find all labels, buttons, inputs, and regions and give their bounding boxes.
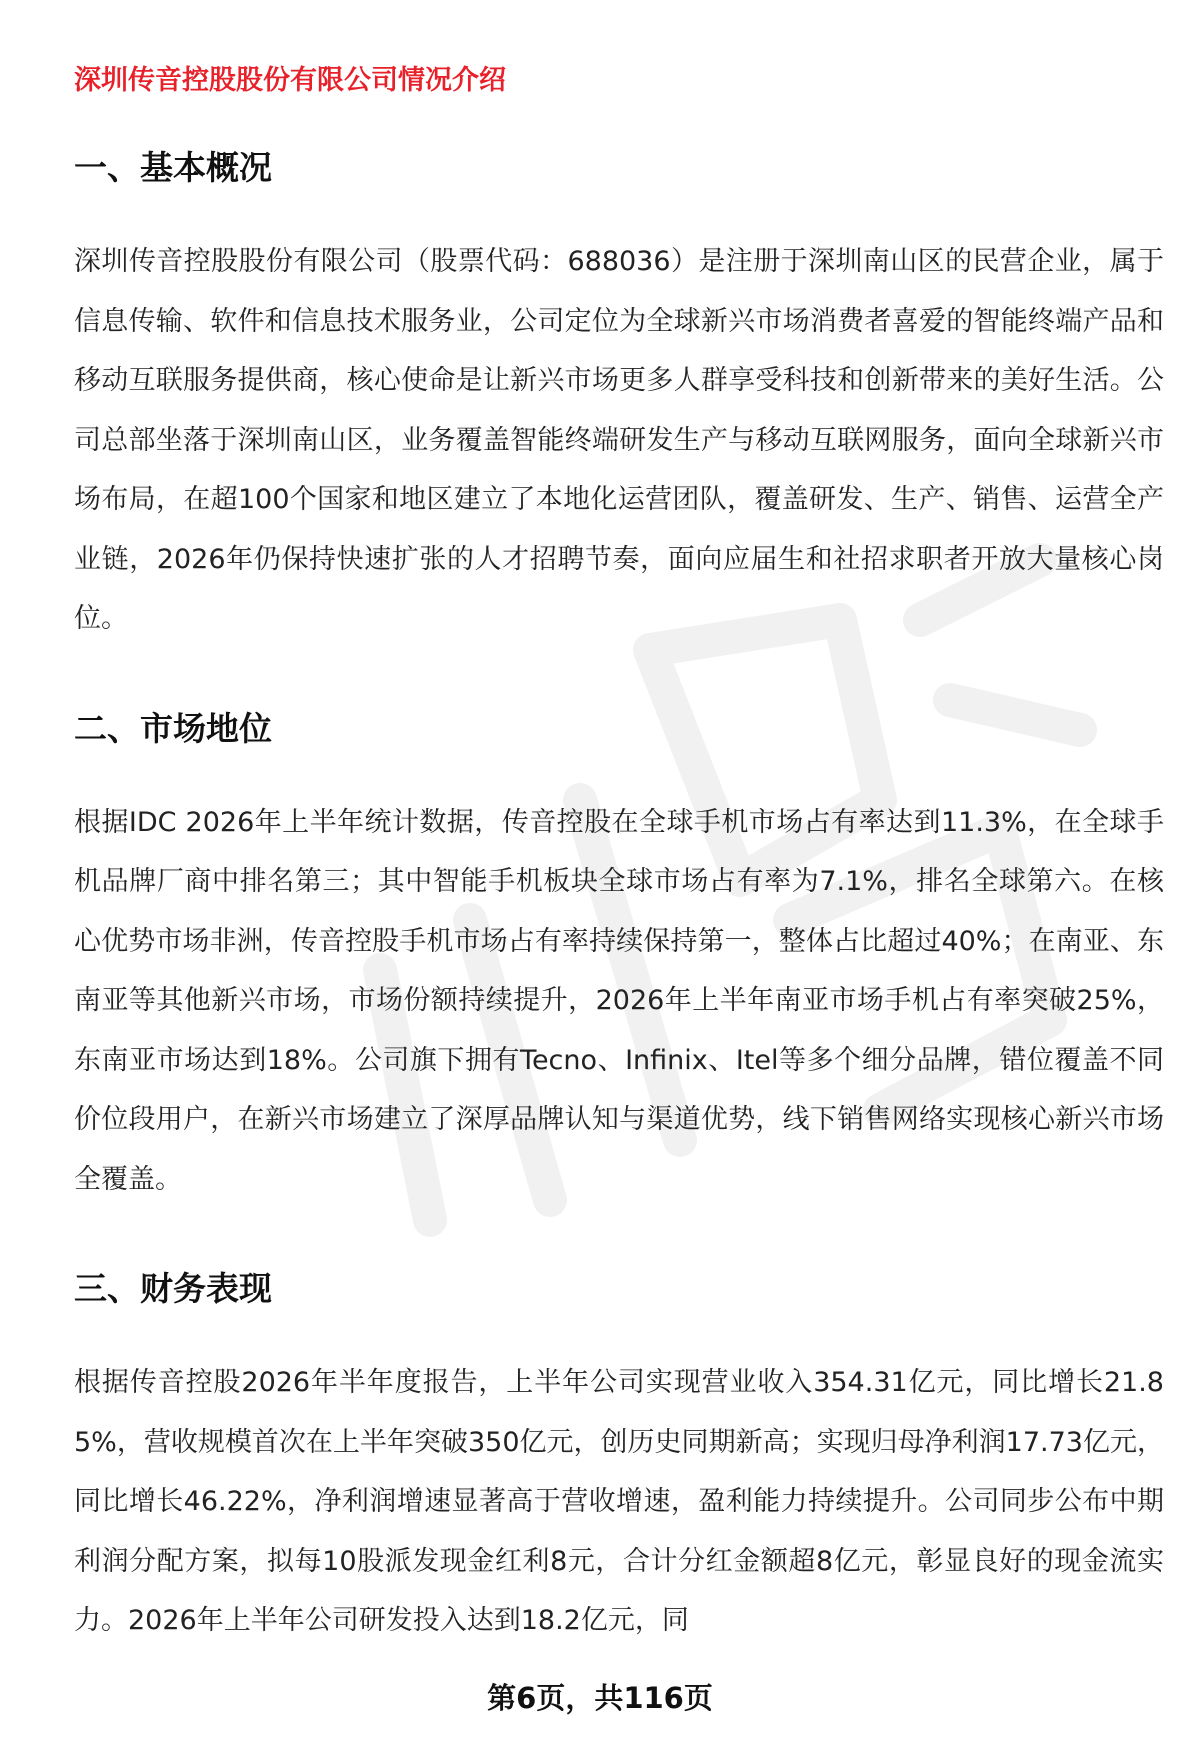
section-heading-market-position: 二、市场地位 — [74, 708, 272, 748]
document-page — [74, 56, 1164, 1703]
document-title: 深圳传音控股股份有限公司情况介绍 — [74, 65, 506, 96]
section-heading-financial-performance: 三、财务表现 — [74, 1269, 272, 1308]
section-body-financial-performance: 根据传音控股2026年半年度报告，上半年公司实现营业收入354.31亿元，同比增长21.85%，营收规模首次在上半年突破350亿元，创历史同期新高；实现归母净利润17.73亿元，同比增长46.22%，净利润增速显著高于营收增速，盈利能力持续提升。公司同步公布中期利润分配方案，拟每10股派发现金红利8元，合计分红金额超8亿元，彰显良好的现金流实力。2026年上半年公司研发投入达到18.2亿元，同 — [74, 1367, 1164, 1636]
section-body-market-position: 根据IDC 2026年上半年统计数据，传音控股在全球手机市场占有率达到11.3%，在全球手机品牌厂商中排名第三；其中智能手机板块全球市场占有率为7.1%，排名全球第六。在核心优势市场非洲，传音控股手机市场占有率持续保持第一，整体占比超过40%；在南亚、东南亚等其他新兴市场，市场份额持续提升，2026年上半年南亚市场手机占有率突破25%，东南亚市场达到18%。公司旗下拥有Tecno、Infinix、Itel等多个细分品牌，错位覆盖不同价位段用户，在新兴市场建立了深厚品牌认知与渠道优势，线下销售网络实现核心新兴市场全覆盖。 — [74, 806, 1164, 1195]
section-heading-overview: 一、基本概况 — [74, 148, 272, 187]
page-number: 第6页，共116页 — [487, 1681, 713, 1715]
section-body-overview: 深圳传音控股股份有限公司（股票代码：688036）是注册于深圳南山区的民营企业，属于信息传输、软件和信息技术服务业，公司定位为全球新兴市场消费者喜爱的智能终端产品和移动互联服务提供商，核心使命是让新兴市场更多人群享受科技和创新带来的美好生活。公司总部坐落于深圳南山区，业务覆盖智能终端研发生产与移动互联网服务，面向全球新兴市场布局，在超100个国家和地区建立了本地化运营团队，覆盖研发、生产、销售、运营全产业链，2026年仍保持快速扩张的人才招聘节奏，面向应届生和社招求职者开放大量核心岗位。 — [74, 246, 1164, 634]
